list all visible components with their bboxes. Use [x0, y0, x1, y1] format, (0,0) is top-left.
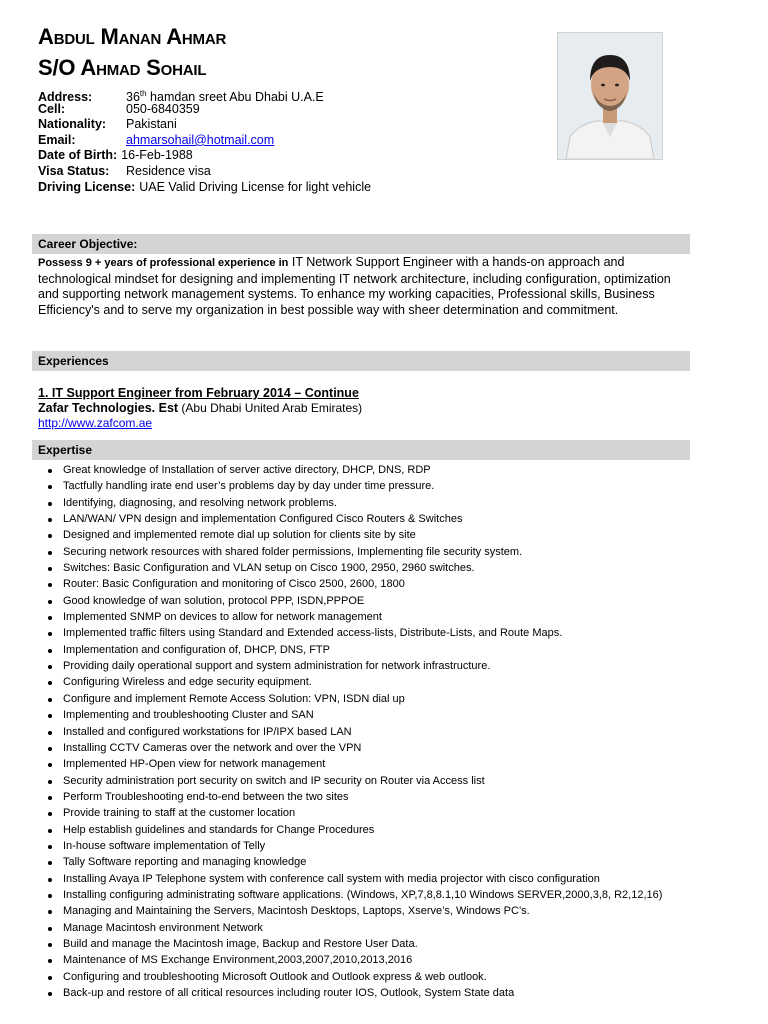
objective-lead: Possess 9 + years of professional experience in: [38, 257, 289, 269]
expertise-item: Installing configuring administrating software applications. (Windows, XP,7,8,8.1,10 Windows SERVER,2000,3,8, R2,12,16): [46, 887, 746, 903]
expertise-item: Configure and implement Remote Access Solution: VPN, ISDN dial up: [46, 691, 746, 707]
address-label: Address:: [38, 90, 93, 105]
expertise-item: Securing network resources with shared folder permissions, Implementing file security system.: [46, 544, 746, 560]
applicant-parentage: S/O Ahmad Sohail: [38, 55, 207, 80]
expertise-item: Back-up and restore of all critical resources including router IOS, Outlook, System State data: [46, 985, 746, 1001]
expertise-item: Manage Macintosh environment Network: [46, 920, 746, 936]
expertise-item: Installing Avaya IP Telephone system with conference call system with media projector with cisco configuration: [46, 871, 746, 887]
applicant-name: Abdul Manan Ahmar: [38, 24, 227, 49]
expertise-item: Router: Basic Configuration and monitoring of Cisco 2500, 2600, 1800: [46, 576, 746, 592]
company-location: (Abu Dhabi United Arab Emirates): [178, 401, 363, 415]
expertise-item: Identifying, diagnosing, and resolving network problems.: [46, 495, 746, 511]
job-title: 1. IT Support Engineer from February 2014 – Continue: [38, 386, 359, 400]
license-row: [38, 180, 371, 196]
license-label: Driving License:: [38, 179, 136, 194]
company-line: [38, 401, 362, 416]
nationality-value: Pakistani: [126, 117, 177, 132]
cell-label: Cell:: [38, 101, 66, 116]
expertise-item: Configuring Wireless and edge security equipment.: [46, 674, 746, 690]
visa-value: Residence visa: [126, 163, 211, 178]
expertise-item: Tactfully handling irate end user’s problems day by day under time pressure.: [46, 478, 746, 494]
expertise-item: Designed and implemented remote dial up solution for clients site by site: [46, 527, 746, 543]
expertise-item: Installing CCTV Cameras over the network and over the VPN: [46, 740, 746, 756]
personal-info: [38, 86, 371, 195]
expertise-item: Providing daily operational support and system administration for network infrastructure.: [46, 658, 746, 674]
expertise-item: Security administration port security on switch and IP security on Router via Access list: [46, 773, 746, 789]
visa-label: Visa Status:: [38, 163, 110, 178]
cell-row: [38, 102, 371, 118]
expertise-item: Implemented traffic filters using Standard and Extended access-lists, Distribute-Lists, and Route Maps.: [46, 625, 746, 641]
expertise-item: Perform Troubleshooting end-to-end between the two sites: [46, 789, 746, 805]
address-row: [38, 86, 371, 105]
address-number: 36: [126, 90, 140, 105]
email-row: [38, 133, 371, 149]
expertise-item: Great knowledge of Installation of server active directory, DHCP, DNS, RDP: [46, 462, 746, 478]
person-photo-icon: [558, 33, 662, 159]
expertise-item: Implemented SNMP on devices to allow for network management: [46, 609, 746, 625]
expertise-item: Tally Software reporting and managing knowledge: [46, 854, 746, 870]
expertise-item: Provide training to staff at the customer location: [46, 805, 746, 821]
expertise-item: LAN/WAN/ VPN design and implementation Configured Cisco Routers & Switches: [46, 511, 746, 527]
expertise-item: Configuring and troubleshooting Microsoft Outlook and Outlook express & web outlook.: [46, 969, 746, 985]
expertise-item: In-house software implementation of Telly: [46, 838, 746, 854]
expertise-item: Build and manage the Macintosh image, Backup and Restore User Data.: [46, 936, 746, 952]
expertise-item: Implemented HP-Open view for network management: [46, 756, 746, 772]
visa-row: [38, 164, 371, 180]
email-link[interactable]: ahmarsohail@hotmail.com: [126, 132, 275, 147]
expertise-item: Help establish guidelines and standards for Change Procedures: [46, 822, 746, 838]
expertise-item: Installed and configured workstations for IP/IPX based LAN: [46, 724, 746, 740]
career-objective-heading: Career Objective:: [32, 234, 690, 254]
profile-photo: [557, 32, 663, 160]
email-label: Email:: [38, 132, 76, 147]
expertise-item: Maintenance of MS Exchange Environment,2003,2007,2010,2013,2016: [46, 952, 746, 968]
cell-value: 050-6840359: [126, 101, 200, 116]
career-objective-text: [38, 255, 678, 318]
experiences-heading: Experiences: [32, 351, 690, 371]
company-name: Zafar Technologies. Est: [38, 401, 179, 415]
expertise-heading: Expertise: [32, 440, 690, 460]
nationality-label: Nationality:: [38, 117, 107, 132]
dob-row: [38, 148, 371, 164]
nationality-row: [38, 117, 371, 133]
dob-value: 16-Feb-1988: [121, 148, 193, 163]
address-ordinal-suffix: th: [139, 89, 147, 98]
expertise-item: Good knowledge of wan solution, protocol PPP, ISDN,PPPOE: [46, 593, 746, 609]
job-entry: [38, 386, 362, 431]
objective-body: IT Network Support Engineer with a hands-on approach and technological mindset for designing and implementing IT network architecture, including configuration, optimization and supporting network management systems. To enhance my working capacities, Professional skills, Business Efficiency's and to serve my organization in best possible way with sheer determination and commitment.: [38, 255, 671, 317]
expertise-item: Managing and Maintaining the Servers, Macintosh Desktops, Laptops, Xserve’s, Windows PC’s.: [46, 903, 746, 919]
dob-label: Date of Birth:: [38, 148, 118, 163]
license-value: UAE Valid Driving License for light vehicle: [139, 179, 372, 194]
expertise-item: Switches: Basic Configuration and VLAN setup on Cisco 1900, 2950, 2960 switches.: [46, 560, 746, 576]
expertise-item: Implementation and configuration of, DHCP, DNS, FTP: [46, 642, 746, 658]
address-value: hamdan sreet Abu Dhabi U.A.E: [146, 90, 324, 105]
expertise-item: Implementing and troubleshooting Cluster and SAN: [46, 707, 746, 723]
company-website-link[interactable]: http://www.zafcom.ae: [38, 416, 153, 430]
expertise-list: [46, 462, 746, 1001]
